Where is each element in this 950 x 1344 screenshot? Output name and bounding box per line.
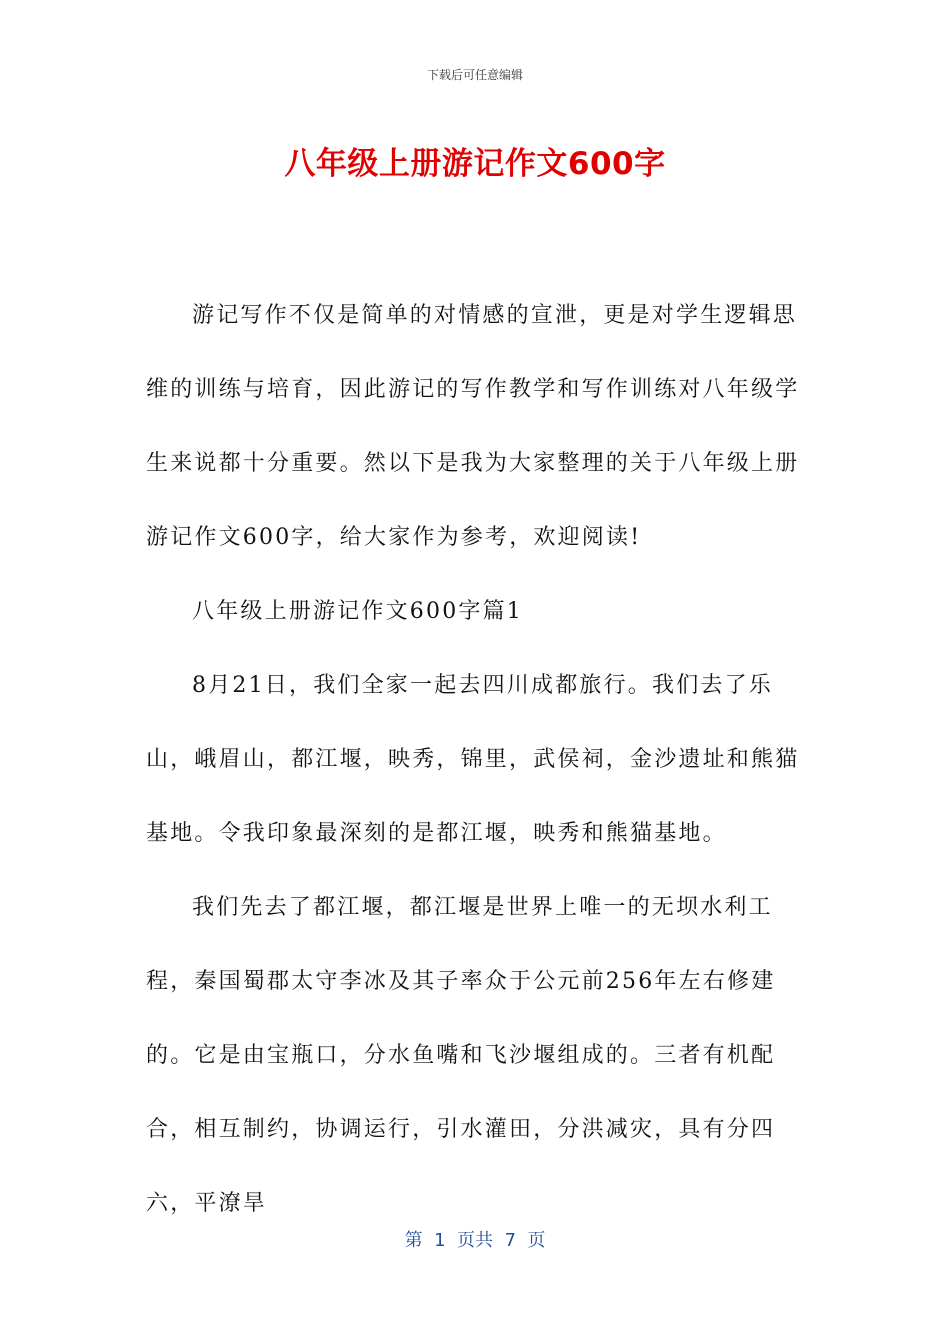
paragraph-intro: 游记写作不仅是简单的对情感的宣泄，更是对学生逻辑思维的训练与培育，因此游记的写作教学和写作训练对八年级学生来说都十分重要。然以下是我为大家整理的关于八年级上册游记作文600字，给大家作为参考，欢迎阅读!: [146, 303, 800, 550]
paragraph-dujiangyan: 我们先去了都江堰，都江堰是世界上唯一的无坝水利工程，秦国蜀郡太守李冰及其子率众于公元前256年左右修建的。它是由宝瓶口，分水鱼嘴和飞沙堰组成的。三者有机配合，相互制约，协调运行，引水灌田，分洪减灾，具有分四六，平潦旱: [146, 895, 776, 1216]
paragraph-section-heading: 八年级上册游记作文600字篇1: [192, 599, 523, 624]
document-body: [146, 279, 806, 1241]
page-footer: 第 1 页共 7 页: [404, 1230, 546, 1251]
document-title: 八年级上册游记作文600字: [284, 146, 666, 182]
paragraph-trip-overview: 8月21日，我们全家一起去四川成都旅行。我们去了乐山，峨眉山，都江堰，映秀，锦里，武侯祠，金沙遗址和熊猫基地。令我印象最深刻的是都江堰，映秀和熊猫基地。: [146, 673, 800, 846]
header-note: 下载后可任意编辑: [426, 68, 523, 82]
